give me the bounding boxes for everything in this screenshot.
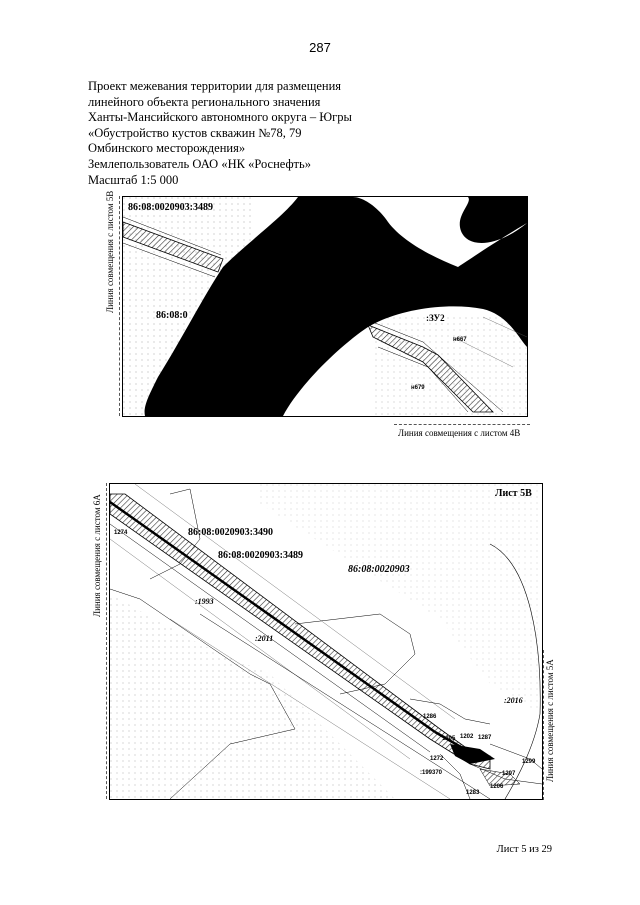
point-label: 1205	[442, 736, 456, 742]
point-label: 1287	[478, 735, 492, 741]
match-line	[543, 650, 544, 800]
match-line	[106, 483, 107, 799]
caption-bottom-top: Линия совмещения с листом 4В	[398, 428, 521, 438]
parcel-label: 86:08:0	[156, 310, 188, 321]
parcel-label: 86:08:0020903:3489	[218, 550, 303, 561]
point-label: н679	[411, 385, 425, 391]
top-map-drawing	[123, 197, 527, 416]
bottom-map-drawing	[110, 484, 542, 799]
header-line: Землепользователь ОАО «НК «Роснефть»	[88, 156, 311, 171]
point-label: 1202	[460, 734, 474, 740]
parcel-label: :2016	[504, 696, 523, 705]
header-line: линейного объекта регионального значения	[88, 94, 321, 109]
caption-left-bottom: Линия совмещения с листом 6А	[92, 494, 102, 617]
sheet-label: Лист 5В	[495, 488, 532, 499]
caption-left-top: Линия совмещения с листом 5В	[105, 190, 115, 313]
sheet-counter: Лист 5 из 29	[496, 844, 552, 855]
page-number: 287	[309, 40, 331, 55]
header-line: Ханты-Мансийского автономного округа – Югры	[88, 110, 352, 125]
document-header	[88, 79, 388, 188]
point-label: 1272	[430, 756, 444, 762]
header-line: «Обустройство кустов скважин №78, 79	[88, 125, 302, 140]
parcel-label: :1993	[195, 597, 214, 606]
top-map	[122, 196, 528, 417]
point-label: 1206	[490, 784, 504, 790]
match-line	[119, 196, 120, 416]
parcel-label: 86:08:0020903:3489	[128, 202, 213, 213]
point-label: :199370	[420, 770, 443, 776]
header-line: Масштаб 1:5 000	[88, 172, 179, 187]
point-label: н667	[453, 337, 467, 343]
header-line: Омбинского месторождения»	[88, 141, 246, 156]
point-label: 1299	[522, 759, 536, 765]
match-line	[394, 424, 530, 425]
point-label: 1297	[502, 771, 516, 777]
zu-label: :ЗУ2	[426, 313, 445, 323]
parcel-label: 86:08:0020903:3490	[188, 527, 273, 538]
point-label: 1283	[466, 790, 480, 796]
point-label: 1286	[423, 714, 437, 720]
caption-right-bottom: Линия совмещения с листом 5А	[545, 659, 555, 782]
block-label: 86:08:0020903	[348, 564, 410, 575]
header-line: Проект межевания территории для размещения	[88, 79, 342, 93]
parcel-label: :2011	[255, 634, 274, 643]
bottom-map	[109, 483, 543, 800]
point-label: 1274	[114, 530, 128, 536]
